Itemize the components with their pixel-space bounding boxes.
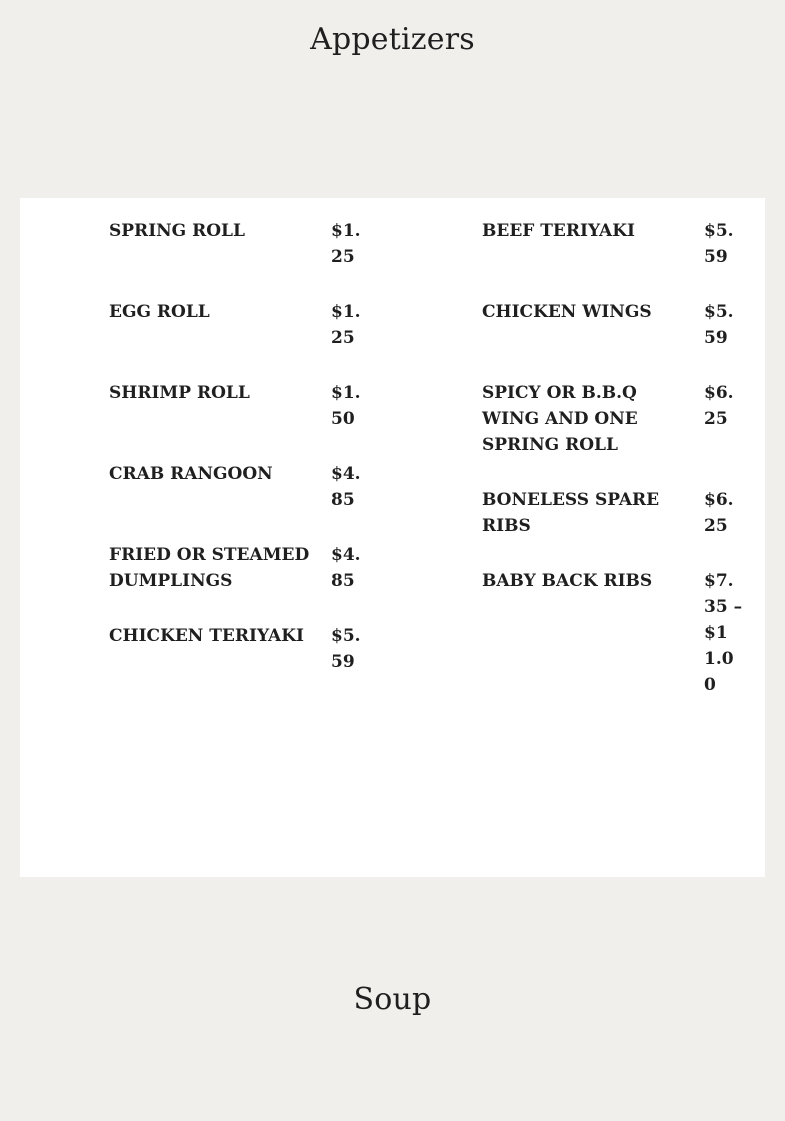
appetizers-menu-panel [20, 198, 765, 877]
section-title-soup: Soup [353, 982, 432, 1017]
menu-item-name: BABY BACK RIBS [482, 571, 653, 591]
menu-item-name: SPICY OR B.B.Q WING AND ONE SPRING ROLL [482, 383, 638, 455]
menu-item [109, 299, 389, 351]
menu-item-price: $1.50 [331, 383, 361, 429]
menu-item-name: EGG ROLL [109, 302, 210, 322]
menu-item [109, 461, 389, 513]
menu-item-price: $6.25 [704, 383, 734, 429]
menu-item [482, 299, 762, 351]
menu-item-name: CRAB RANGOON [109, 464, 273, 484]
menu-item [482, 218, 762, 270]
menu-item-name: FRIED OR STEAMED DUMPLINGS [109, 545, 310, 591]
menu-item-name: SHRIMP ROLL [109, 383, 250, 403]
menu-item-price: $4.85 [331, 464, 361, 510]
menu-item [109, 623, 389, 675]
menu-item-price: $4.85 [331, 545, 361, 591]
section-title-appetizers: Appetizers [310, 22, 475, 57]
menu-item [482, 568, 762, 698]
menu-item [482, 380, 762, 458]
menu-item-price: $7.35 – $11.00 [704, 571, 743, 695]
menu-item-price: $1.25 [331, 221, 361, 267]
menu-item-price: $5.59 [704, 302, 734, 348]
menu-item [109, 218, 389, 270]
menu-item [109, 380, 389, 432]
menu-item-name: SPRING ROLL [109, 221, 245, 241]
menu-column-left [109, 218, 389, 704]
menu-item-price: $5.59 [331, 626, 361, 672]
menu-item-price: $5.59 [704, 221, 734, 267]
menu-item-name: BEEF TERIYAKI [482, 221, 635, 241]
menu-column-right [482, 218, 762, 727]
menu-item-name: CHICKEN WINGS [482, 302, 652, 322]
menu-item-price: $6.25 [704, 490, 734, 536]
menu-item-name: CHICKEN TERIYAKI [109, 626, 304, 646]
menu-item [482, 487, 762, 539]
menu-item-price: $1.25 [331, 302, 361, 348]
menu-item [109, 542, 389, 594]
menu-item-name: BONELESS SPARE RIBS [482, 490, 660, 536]
